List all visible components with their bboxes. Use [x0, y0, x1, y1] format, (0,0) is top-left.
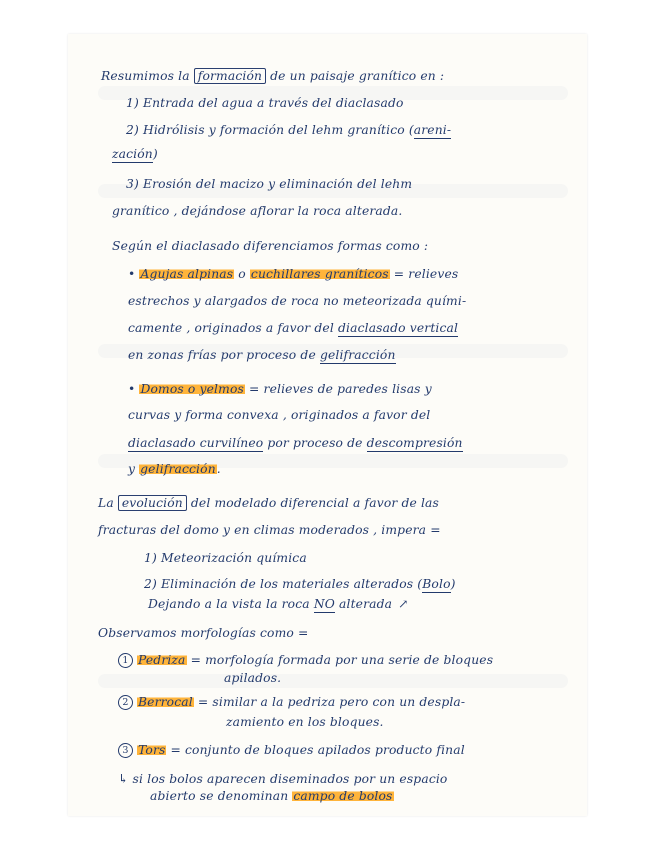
- text: en zonas frías por proceso de: [128, 348, 320, 362]
- berrocal-continued-line: zamiento en los bloques.: [226, 715, 384, 729]
- highlight-cuchillares: cuchillares graníticos: [250, 267, 389, 281]
- underlined-term: areni-: [413, 123, 452, 137]
- highlight-agujas-alpinas: Agujas alpinas: [140, 267, 234, 281]
- diaclasado-intro-line: Según el diaclasado diferenciamos formas como :: [112, 239, 429, 253]
- text: ): [450, 577, 456, 591]
- domos-continued-line: [128, 436, 463, 450]
- underlined-term: diaclasado vertical: [338, 321, 459, 335]
- highlight-pedriza: Pedriza: [138, 653, 186, 667]
- text: y: [128, 462, 140, 476]
- text: Resumimos la: [101, 69, 194, 83]
- underlined-term: descompresión: [366, 436, 463, 450]
- highlight-tors: Tors: [138, 743, 166, 757]
- bullet: •: [128, 382, 140, 396]
- notebook-page: [68, 34, 587, 816]
- evolucion-step-2-line: [144, 577, 456, 591]
- step-1-line: 1) Entrada del agua a través del diaclasado: [126, 96, 404, 110]
- underlined-term: diaclasado curvilíneo: [128, 436, 264, 450]
- pedriza-continued-line: apilados.: [224, 671, 282, 685]
- text: 2) Hidrólisis y formación del lehm granítico (: [126, 123, 414, 137]
- text: = relieves de paredes lisas y: [244, 382, 432, 396]
- text: del modelado diferencial a favor de las: [186, 496, 439, 510]
- text: de un paisaje granítico en :: [266, 69, 445, 83]
- domos-continued-line: curvas y forma convexa , originados a favor del: [128, 408, 431, 422]
- underlined-term: zación: [112, 147, 153, 161]
- text: .: [216, 462, 221, 476]
- step-3-continued-line: granítico , dejándose aflorar la roca alterada.: [112, 204, 403, 218]
- text: = relieves: [389, 267, 459, 281]
- text: 2) Eliminación de los materiales alterados (: [144, 577, 423, 591]
- text: = conjunto de bloques apilados producto final: [166, 743, 465, 757]
- underlined-term: Bolo: [422, 577, 451, 591]
- pedriza-line: [118, 653, 493, 668]
- boxed-term-evolucion: evolución: [118, 495, 187, 511]
- bleed-through-mark: [98, 674, 568, 688]
- circled-number-1: 1: [118, 653, 133, 668]
- highlight-gelifraccion: gelifracción: [140, 462, 216, 476]
- text: camente , originados a favor del: [128, 321, 338, 335]
- text: abierto se denominan: [150, 789, 293, 803]
- domos-line: [128, 382, 432, 396]
- agujas-continued-line: [128, 321, 458, 335]
- highlight-domos: Domos o yelmos: [140, 382, 244, 396]
- evolucion-step-2-continued-line: [148, 597, 409, 611]
- summary-heading-line: [101, 69, 444, 83]
- circled-number-3: 3: [118, 743, 133, 758]
- underlined-term: NO: [313, 597, 335, 611]
- text: = morfología formada por una serie de bloques: [186, 653, 494, 667]
- evolucion-line: [98, 496, 439, 510]
- text: La: [98, 496, 118, 510]
- bolos-continued-line: [150, 789, 394, 803]
- domos-continued-line: [128, 462, 221, 476]
- bullet: •: [128, 267, 140, 281]
- agujas-continued-line: [128, 348, 396, 362]
- underlined-term: gelifracción: [319, 348, 396, 362]
- boxed-term-formacion: formación: [194, 68, 266, 84]
- berrocal-line: [118, 695, 465, 710]
- highlight-berrocal: Berrocal: [138, 695, 193, 709]
- highlight-campo-de-bolos: campo de bolos: [293, 789, 393, 803]
- bolos-line: ↳ si los bolos aparecen diseminados por un espacio: [118, 772, 448, 786]
- text: ): [152, 147, 158, 161]
- step-2-line: [126, 123, 451, 137]
- text: por proceso de: [263, 436, 367, 450]
- evolucion-step-1-line: 1) Meteorización química: [144, 551, 307, 565]
- text: o: [234, 267, 250, 281]
- evolucion-continued-line: fracturas del domo y en climas moderados , impera =: [98, 523, 441, 537]
- morfologias-intro-line: Observamos morfologías como =: [98, 626, 309, 640]
- agujas-line: [128, 267, 458, 281]
- agujas-continued-line: estrechos y alargados de roca no meteorizada quími-: [128, 294, 467, 308]
- text: alterada: [334, 597, 393, 611]
- tors-line: [118, 743, 465, 758]
- text: Dejando a la vista la roca: [148, 597, 314, 611]
- step-3-line: 3) Erosión del macizo y eliminación del lehm: [126, 177, 413, 191]
- text: = similar a la pedriza pero con un despla-: [193, 695, 466, 709]
- circled-number-2: 2: [118, 695, 133, 710]
- arrow-icon: ↗: [398, 597, 409, 611]
- step-2-continued-line: [112, 147, 158, 161]
